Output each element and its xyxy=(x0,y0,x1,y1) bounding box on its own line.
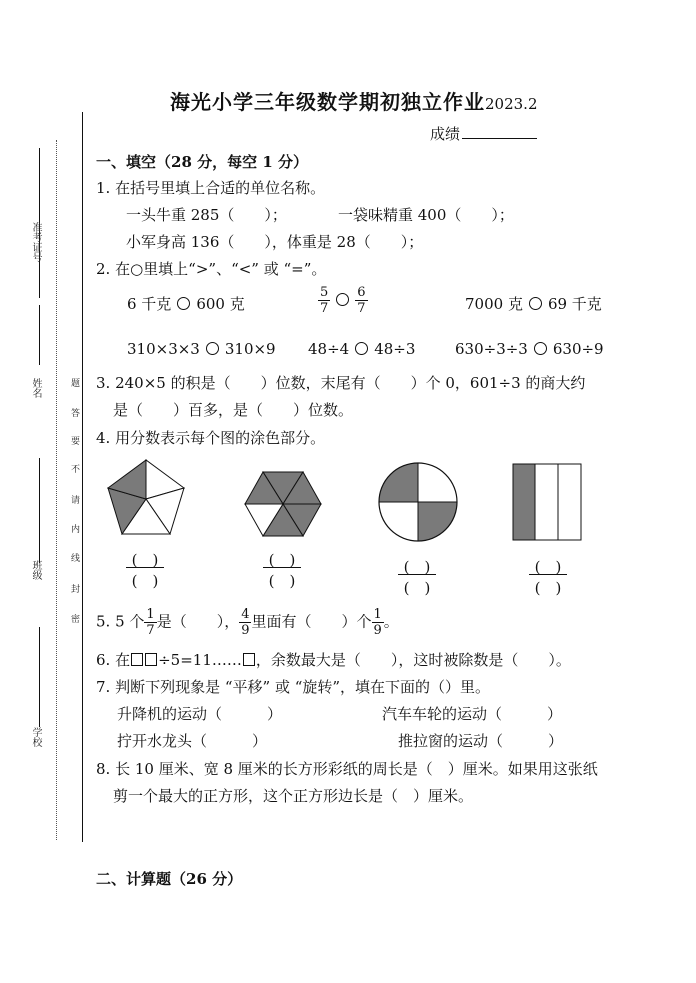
q7-item-b: 汽车车轮的运动（ ） xyxy=(382,705,563,723)
school-label: 学校 xyxy=(30,727,41,747)
fraction: $\frac{6}{7}$ xyxy=(357,285,366,316)
compare-right: 630÷9 xyxy=(552,340,604,358)
fraction-answer-blank[interactable]: ( ) ( ) xyxy=(126,549,164,588)
seal-char: 封 xyxy=(71,585,81,595)
q8-line2: 剪一个最大的正方形，这个正方形边长是（ ）厘米。 xyxy=(113,787,474,805)
compare-right: 69 千克 xyxy=(547,295,602,313)
q2-row1-b xyxy=(318,286,368,315)
compare-right: 310×9 xyxy=(224,340,276,358)
seal-char: 要 xyxy=(71,437,81,447)
seal-char: 答 xyxy=(71,409,81,419)
name-line xyxy=(39,305,40,365)
q3-line2: 是（ ）百多，是（ ）位数。 xyxy=(113,401,354,419)
q1-item-b: 一袋味精重 400（ ）； xyxy=(338,206,514,224)
compare-left: 630÷3÷3 xyxy=(455,340,528,358)
name-label: 姓名 xyxy=(30,378,41,398)
title-text: 海光小学三年级数学期初独立作业 xyxy=(170,90,485,114)
compare-circle[interactable] xyxy=(534,342,547,355)
compare-left: 48÷4 xyxy=(308,340,350,358)
fraction: $\frac{4}{9}$ xyxy=(241,607,250,638)
digit-box[interactable] xyxy=(145,653,157,666)
compare-left: 310×3×3 xyxy=(127,340,200,358)
seal-char: 请 xyxy=(71,496,81,506)
q2-row2-a xyxy=(127,339,276,359)
seal-char: 题 xyxy=(71,379,81,389)
page-title xyxy=(170,86,538,115)
compare-circle[interactable] xyxy=(177,297,190,310)
fraction-answer-blank[interactable]: ( ) ( ) xyxy=(398,556,436,595)
digit-box[interactable] xyxy=(243,653,255,666)
fraction: $\frac{1}{9}$ xyxy=(373,607,382,638)
q2-stem: 2. 在○里填上“>”、“<” 或 “=”。 xyxy=(96,260,327,278)
q1-item-a: 一头牛重 285（ ）； xyxy=(126,206,287,224)
compare-circle[interactable] xyxy=(336,293,349,306)
q6: 6. 在 ÷5=11…… ，余数最大是（ ），这时被除数是（ ）。 xyxy=(96,651,571,669)
q2-row1-a xyxy=(127,294,245,314)
q7-item-a: 升降机的运动（ ） xyxy=(117,705,283,723)
score-blank[interactable] xyxy=(462,124,537,139)
score-label: 成绩 xyxy=(430,125,461,143)
circle-figure xyxy=(377,461,459,543)
score-field xyxy=(430,124,537,144)
compare-right: 48÷3 xyxy=(374,340,416,358)
school-line xyxy=(39,627,40,727)
q7-item-d: 推拉窗的运动（ ） xyxy=(398,732,564,750)
pentagon-figure xyxy=(104,458,188,538)
class-label: 班级 xyxy=(30,560,41,580)
section2-heading: 二、计算题（26 分） xyxy=(96,870,243,888)
compare-circle[interactable] xyxy=(206,342,219,355)
q7-item-c: 拧开水龙头（ ） xyxy=(117,732,268,750)
q1-item-c: 小军身高 136（ ），体重是 28（ ）； xyxy=(126,233,424,251)
compare-left: 7000 克 xyxy=(465,295,523,313)
section1-heading: 一、填空（28 分，每空 1 分） xyxy=(96,153,308,171)
compare-right: 600 克 xyxy=(196,295,245,313)
seal-char: 密 xyxy=(71,615,81,625)
margin-rule xyxy=(82,112,83,842)
q1-stem: 1. 在括号里填上合适的单位名称。 xyxy=(96,179,326,197)
q3-line1: 3. 240×5 的积是（ ）位数，末尾有（ ）个 0，601÷3 的商大约 xyxy=(96,374,586,392)
fraction-answer-blank[interactable]: ( ) ( ) xyxy=(529,556,567,595)
q2-row2-b xyxy=(308,339,415,359)
margin-dotted-rule xyxy=(56,140,57,840)
seal-char: 不 xyxy=(71,465,81,475)
compare-circle[interactable] xyxy=(529,297,542,310)
digit-box[interactable] xyxy=(131,653,143,666)
q2-row2-c xyxy=(455,339,604,359)
exam-number-label: 准考证号 xyxy=(30,222,41,262)
q5: 5. 5 个 $\frac{1}{7}$ 是（ ）， $\frac{4}{9}$ 里面有（ ）个 $\frac{1}{9}$ 。 xyxy=(96,607,399,638)
seal-char: 线 xyxy=(71,554,81,564)
title-date: 2023.2 xyxy=(485,95,538,113)
hexagon-figure xyxy=(243,470,323,538)
q8-line1: 8. 长 10 厘米、宽 8 厘米的长方形彩纸的周长是（ ）厘米。如果用这张纸 xyxy=(96,760,598,778)
q4-stem: 4. 用分数表示每个图的涂色部分。 xyxy=(96,429,326,447)
q2-row1-c xyxy=(465,294,602,314)
fraction-answer-blank[interactable]: ( ) ( ) xyxy=(263,549,301,588)
rectangle-figure xyxy=(512,463,582,541)
class-line xyxy=(39,458,40,563)
q7-stem: 7. 判断下列现象是 “平移” 或 “旋转”，填在下面的（）里。 xyxy=(96,678,491,696)
seal-char: 内 xyxy=(71,525,81,535)
compare-left: 6 千克 xyxy=(127,295,172,313)
compare-circle[interactable] xyxy=(355,342,368,355)
fraction: $\frac{5}{7}$ xyxy=(320,285,329,316)
fraction: $\frac{1}{7}$ xyxy=(146,607,155,638)
